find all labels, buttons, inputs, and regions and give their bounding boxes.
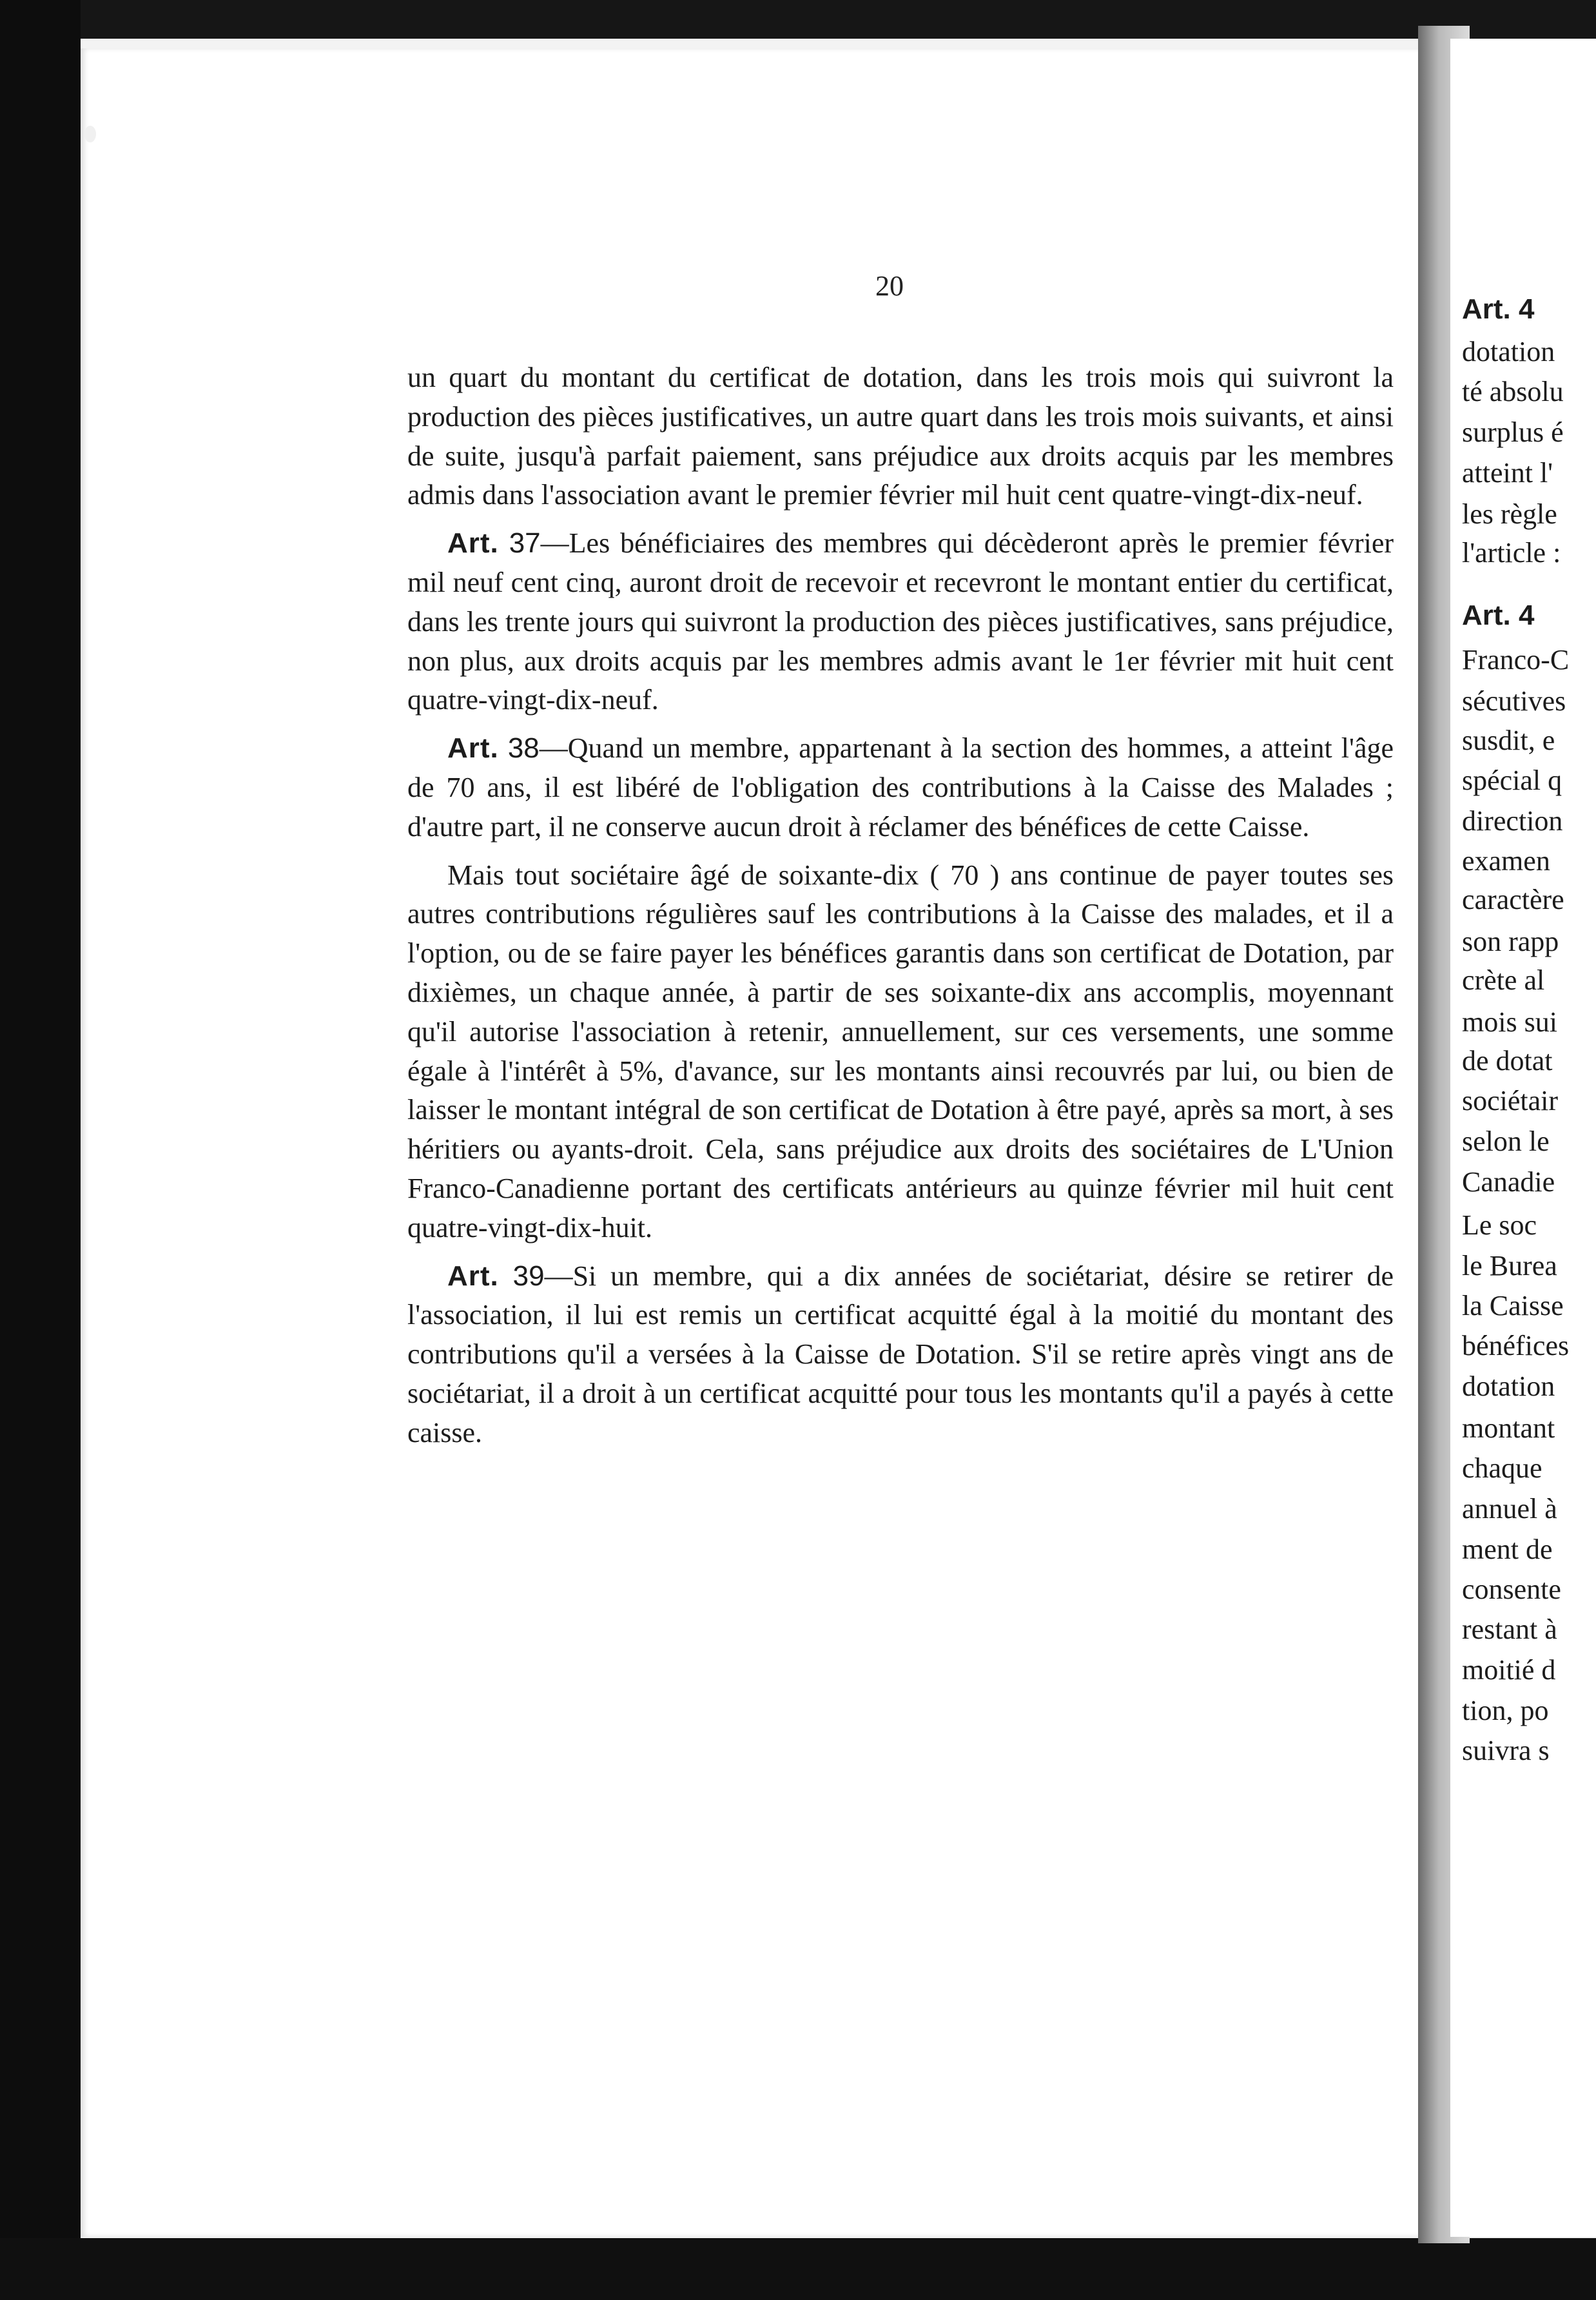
article-38 — [407, 729, 1394, 846]
article-text: Les bénéficiaires des membres qui décèderont après le premier février mil neuf cent cinq, auront droit de recevoir et recevront le montant entier du certificat, dans les trente jours qui suivront la production des pièces justificatives, sans préjudice, non plus, aux droits acquis par les membres admis avant le 1er février mit huit cent quatre-vingt-dix-neuf. — [407, 527, 1394, 716]
next-page-line: annuel à — [1462, 1493, 1557, 1525]
article-number: 38 — [507, 732, 540, 765]
paper-speck — [84, 126, 96, 142]
article-label: Art. — [447, 1260, 499, 1292]
next-page-line: les règle — [1462, 498, 1557, 530]
next-page-line: spécial q — [1462, 765, 1562, 796]
article-label: Art. — [447, 527, 499, 560]
next-page-line: surplus é — [1462, 416, 1564, 448]
next-page-line: direction — [1462, 805, 1563, 837]
next-page-line: montant — [1462, 1412, 1555, 1444]
next-page-line: dotation — [1462, 1370, 1555, 1402]
scan-border-top — [0, 0, 1596, 39]
next-page-line: Le soc — [1462, 1209, 1537, 1241]
next-page-line: examen — [1462, 845, 1550, 877]
article-number: 39 — [512, 1260, 545, 1292]
next-page-line: sécutives — [1462, 685, 1566, 717]
scan-border-left — [0, 0, 81, 2300]
next-page-line: susdit, e — [1462, 725, 1555, 756]
next-page-line: consente — [1462, 1574, 1561, 1605]
article-separator: — — [544, 1260, 573, 1292]
article-text: Si un membre, qui a dix années de sociétariat, désire se retirer de l'association, il lui est remis un certificat acquitté égal à la moitié du montant des contributions qu'il a versées à la Caisse de Dotation. S'il se retire après vingt ans de sociétariat, il a droit à un certificat acquitté pour tous les montants qu'il a payés à cette caisse. — [407, 1260, 1394, 1448]
next-page-line: té absolu — [1462, 376, 1564, 407]
article-separator: — — [539, 732, 568, 765]
next-page-line: son rapp — [1462, 926, 1559, 957]
next-page-line: dotation — [1462, 336, 1555, 367]
next-page-line: suivra s — [1462, 1735, 1550, 1766]
next-page-line: atteint l' — [1462, 457, 1553, 489]
article-label: Art. — [447, 732, 499, 765]
next-page-line: caractère — [1462, 884, 1564, 915]
next-page-line: restant à — [1462, 1613, 1557, 1645]
next-page-line: chaque — [1462, 1452, 1542, 1484]
next-page-line: sociétair — [1462, 1085, 1559, 1116]
next-page-line: Franco-C — [1462, 644, 1570, 676]
next-page-line: de dotat — [1462, 1045, 1553, 1077]
next-page-line: bénéfices — [1462, 1330, 1570, 1361]
next-page-line: crète al — [1462, 964, 1545, 996]
next-page-line: selon le — [1462, 1126, 1550, 1157]
next-page-line: ment de — [1462, 1534, 1553, 1565]
scan-border-bottom — [0, 2238, 1596, 2300]
next-page-fragment — [1450, 39, 1596, 2237]
article-37 — [407, 524, 1394, 720]
article-38-continuation: Mais tout sociétaire âgé de soixante-dix ( 70 ) ans continue de payer toutes ses autres contributions régulières sauf les contributions à la Caisse des malades, et il a l'option, ou de se faire payer les bénéfices garantis dans son certificat de Dotation, par dixièmes, un chaque année, à partir de ses soixante-dix ans accomplis, moyennant qu'il autorise l'association à retenir, annuellement, sur ces versements, une somme égale à l'intérêt à 5%, d'avance, sur les montants ainsi recouvrés par lui, ou bien de laisser le montant intégral de son certificat de Dotation à être payé, après sa mort, à ses héritiers ou ayants-droit. Cela, sans préjudice aux droits des sociétaires de L'Union Franco-Canadienne portant des certificats antérieurs au quinze février mil huit cent quatre-vingt-dix-huit. — [407, 859, 1394, 1243]
intro-paragraph: un quart du montant du certificat de dotation, dans les trois mois qui suivront la production des pièces justificatives, un autre quart dans les trois mois suivants, et ainsi de suite, jusqu'à parfait paiement, sans préjudice aux droits acquis par les membres admis dans l'association avant le premier février mil huit cent quatre-vingt-dix-neuf. — [407, 362, 1394, 511]
next-page-line: Art. 4 — [1462, 599, 1535, 631]
page-number: 20 — [875, 270, 904, 302]
next-page-line: Art. 4 — [1462, 293, 1535, 325]
next-page-line: Canadie — [1462, 1166, 1555, 1198]
page-body — [407, 358, 1394, 1462]
next-page-line: la Caisse — [1462, 1290, 1564, 1321]
next-page-line: l'article : — [1462, 537, 1561, 569]
next-page-line: moitié d — [1462, 1654, 1556, 1686]
article-number: 37 — [509, 527, 541, 560]
next-page-line: mois sui — [1462, 1006, 1557, 1038]
article-39 — [407, 1257, 1394, 1453]
article-text: Quand un membre, appartenant à la section des hommes, a atteint l'âge de 70 ans, il est libéré de l'obligation des contributions à la Caisse des Malades ; d'autre part, il ne conserve aucun droit à réclamer des bénéfices de cette Caisse. — [407, 732, 1394, 843]
article-separator: — — [540, 527, 569, 560]
next-page-line: tion, po — [1462, 1695, 1549, 1726]
next-page-line: le Burea — [1462, 1250, 1557, 1282]
